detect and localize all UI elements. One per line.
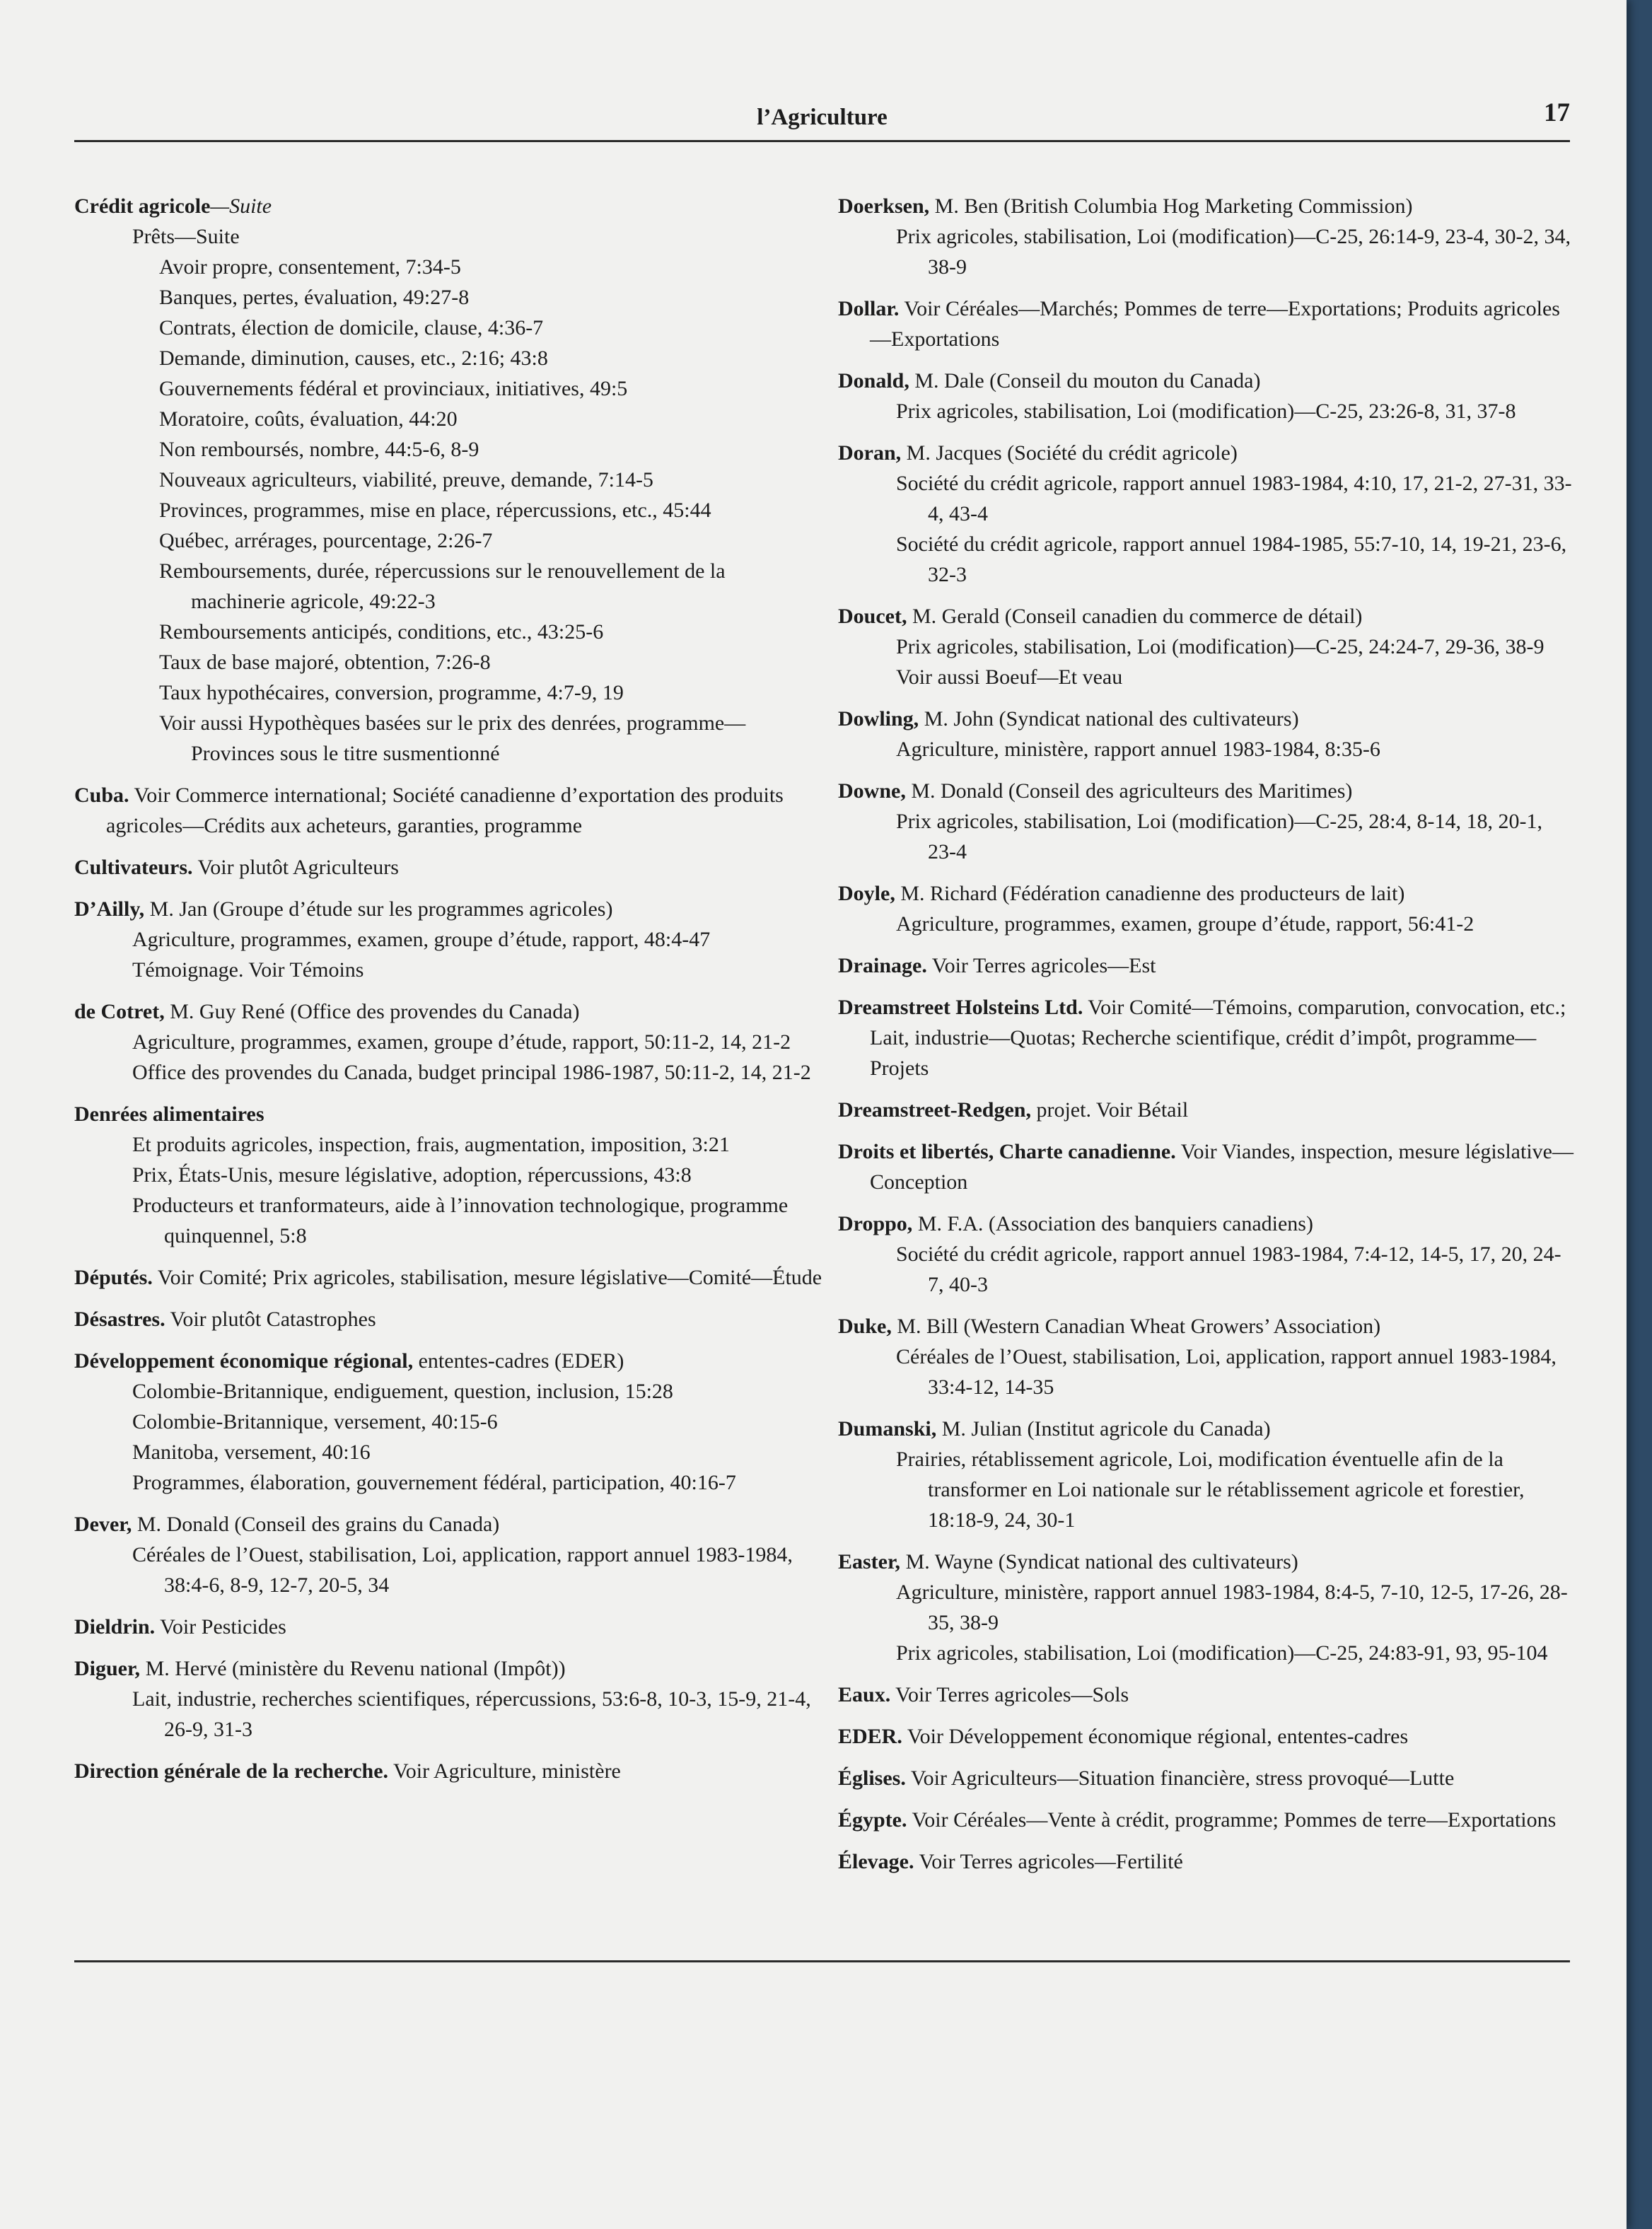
index-entry	[838, 1763, 1574, 1793]
entry-heading: Direction générale de la recherche.	[74, 1759, 389, 1783]
entry-text: M. Ben (British Columbia Hog Marketing Commission)	[929, 194, 1413, 218]
entry-heading: Doerksen,	[838, 194, 930, 218]
index-entry	[74, 1653, 824, 1745]
entry-text: Voir Comité—Témoins, comparution, convocation, etc.; Lait, industrie—Quotas; Recherche scientifique, crédit d’impôt, programme—Projets	[870, 996, 1566, 1080]
index-entry	[838, 1547, 1574, 1668]
index-entry	[838, 1680, 1574, 1710]
index-entry	[838, 601, 1574, 692]
running-title: l’Agriculture	[757, 105, 888, 130]
index-entry	[838, 1136, 1574, 1197]
index-entry	[838, 293, 1574, 354]
entry-heading: Downe,	[838, 779, 906, 803]
entry-heading: Droits et libertés, Charte canadienne.	[838, 1140, 1176, 1163]
entry-heading: Eaux.	[838, 1683, 891, 1706]
index-entry	[74, 894, 824, 985]
subentry: Manitoba, versement, 40:16	[132, 1441, 371, 1464]
index-entry	[838, 776, 1574, 867]
entry-text: M. Donald (Conseil des grains du Canada)	[132, 1513, 500, 1536]
entry-heading: Droppo,	[838, 1212, 913, 1235]
entry-text: Voir Agriculture, ministère	[388, 1759, 621, 1783]
entry-heading: Élevage.	[838, 1850, 914, 1873]
index-entry	[838, 1846, 1574, 1877]
subentry: Colombie-Britannique, versement, 40:15-6	[132, 1410, 498, 1433]
subentry: Prix agricoles, stabilisation, Loi (modification)—C-25, 24:83-91, 93, 95-104	[896, 1641, 1548, 1665]
subentry: Et produits agricoles, inspection, frais, augmentation, imposition, 3:21	[132, 1133, 730, 1156]
entry-heading: Dever,	[74, 1513, 132, 1536]
entry-heading: Crédit agricole	[74, 194, 211, 218]
entry-text: M. Bill (Western Canadian Wheat Growers’ Association)	[891, 1315, 1381, 1338]
subentry: Témoignage. Voir Témoins	[132, 958, 364, 982]
entry-text: M. Guy René (Office des provendes du Canada)	[164, 1000, 580, 1023]
index-entry	[838, 878, 1574, 939]
entry-heading: Cultivateurs.	[74, 856, 193, 879]
entry-text: Voir Céréales—Marchés; Pommes de terre—Exportations; Produits agricoles—Exportations	[870, 297, 1560, 351]
entry-text: M. Donald (Conseil des agriculteurs des Maritimes)	[905, 779, 1353, 803]
entry-heading: Diguer,	[74, 1657, 141, 1680]
index-entry	[838, 1311, 1574, 1402]
entry-text: M. John (Syndicat national des cultivateurs)	[919, 707, 1299, 731]
entry-heading: Églises.	[838, 1767, 906, 1790]
index-column-right	[838, 191, 1574, 1888]
subentry: Voir aussi Boeuf—Et veau	[896, 665, 1123, 689]
entry-text: M. Richard (Fédération canadienne des producteurs de lait)	[895, 882, 1405, 905]
subentry: Contrats, élection de domicile, clause, 4:36-7	[159, 316, 544, 339]
index-entry	[74, 1612, 824, 1642]
entry-text: ententes-cadres (EDER)	[413, 1349, 624, 1373]
entry-heading: Dreamstreet Holsteins Ltd.	[838, 996, 1083, 1019]
index-entry	[74, 996, 824, 1088]
index-entry	[838, 992, 1574, 1083]
entry-heading: Cuba.	[74, 784, 129, 807]
entry-heading: EDER.	[838, 1725, 902, 1748]
subentry: Taux de base majoré, obtention, 7:26-8	[159, 651, 491, 674]
subentry: Taux hypothécaires, conversion, programme, 4:7-9, 19	[159, 681, 624, 704]
subentry: Société du crédit agricole, rapport annuel 1983-1984, 7:4-12, 14-5, 17, 20, 24-7, 40-3	[896, 1242, 1561, 1296]
subentry: Québec, arrérages, pourcentage, 2:26-7	[159, 529, 493, 552]
entry-text: M. Jacques (Société du crédit agricole)	[901, 441, 1238, 465]
subentry: Nouveaux agriculteurs, viabilité, preuve, demande, 7:14-5	[159, 468, 653, 491]
subentry: Voir aussi Hypothèques basées sur le prix des denrées, programme—Provinces sous le titre susmentionné	[159, 711, 746, 765]
entry-text: Voir Pesticides	[155, 1615, 286, 1639]
entry-text: M. Wayne (Syndicat national des cultivateurs)	[900, 1550, 1298, 1573]
subentry: Demande, diminution, causes, etc., 2:16; 43:8	[159, 347, 548, 370]
bottom-rule	[74, 1960, 1570, 1962]
subentry: Prix agricoles, stabilisation, Loi (modification)—C-25, 24:24-7, 29-36, 38-9	[896, 635, 1545, 658]
entry-text: Voir Développement économique régional, ententes-cadres	[902, 1725, 1409, 1748]
entry-text: Voir Terres agricoles—Fertilité	[914, 1850, 1183, 1873]
entry-text: Voir Céréales—Vente à crédit, programme; Pommes de terre—Exportations	[907, 1808, 1557, 1832]
entry-text: Voir plutôt Agriculteurs	[192, 856, 399, 879]
index-entry	[838, 191, 1574, 282]
index-entry	[838, 438, 1574, 590]
subentry: Provinces, programmes, mise en place, répercussions, etc., 45:44	[159, 499, 711, 522]
entry-heading: Députés.	[74, 1266, 153, 1289]
entry-heading: Doran,	[838, 441, 902, 465]
subentry: Remboursements, durée, répercussions sur le renouvellement de la machinerie agricole, 49:22-3	[159, 559, 726, 613]
index-entry	[74, 1346, 824, 1498]
subentry: Producteurs et tranformateurs, aide à l’innovation technologique, programme quinquennel, 5:8	[132, 1194, 789, 1247]
index-entry	[838, 950, 1574, 981]
entry-text: M. Gerald (Conseil canadien du commerce de détail)	[907, 605, 1363, 628]
index-entry	[74, 1262, 824, 1293]
entry-text: M. Jan (Groupe d’étude sur les programmes agricoles)	[144, 897, 613, 921]
index-entry	[74, 780, 824, 841]
entry-text: Voir Agriculteurs—Situation financière, stress provoqué—Lutte	[905, 1767, 1455, 1790]
entry-heading: Easter,	[838, 1550, 901, 1573]
entry-text: M. Julian (Institut agricole du Canada)	[936, 1417, 1271, 1441]
index-entry	[838, 1805, 1574, 1835]
index-entry	[74, 1756, 824, 1786]
subentry: Banques, pertes, évaluation, 49:27-8	[159, 286, 470, 309]
subentry: Agriculture, programmes, examen, groupe d’étude, rapport, 48:4-47	[132, 928, 711, 951]
index-entry	[838, 366, 1574, 426]
subentry: Prêts—Suite	[132, 225, 240, 248]
index-entry	[838, 1209, 1574, 1300]
subentry: Prairies, rétablissement agricole, Loi, modification éventuelle afin de la transformer en Loi nationale sur le rétablissement agricole et forestier, 18:18-9, 24, 30-1	[896, 1448, 1525, 1532]
subentry: Office des provendes du Canada, budget principal 1986-1987, 50:11-2, 14, 21-2	[132, 1061, 811, 1084]
entry-text: Voir Commerce international; Société canadienne d’exportation des produits agricoles—Crédits aux acheteurs, garanties, programme	[106, 784, 784, 837]
subentry: Céréales de l’Ouest, stabilisation, Loi, application, rapport annuel 1983-1984, 33:4-12, 14-35	[896, 1345, 1557, 1399]
entry-heading: Dieldrin.	[74, 1615, 156, 1639]
entry-heading: Désastres.	[74, 1308, 165, 1331]
subentry: Agriculture, ministère, rapport annuel 1983-1984, 8:35-6	[896, 738, 1380, 761]
subentry: Remboursements anticipés, conditions, etc., 43:25-6	[159, 620, 604, 644]
subentry: Agriculture, ministère, rapport annuel 1983-1984, 8:4-5, 7-10, 12-5, 17-26, 28-35, 38-9	[896, 1581, 1568, 1634]
subentry: Gouvernements fédéral et provinciaux, initiatives, 49:5	[159, 377, 628, 400]
entry-heading: Donald,	[838, 369, 909, 392]
entry-text: Voir Comité; Prix agricoles, stabilisation, mesure législative—Comité—Étude	[152, 1266, 822, 1289]
entry-text: projet. Voir Bétail	[1030, 1098, 1189, 1122]
subentry: Moratoire, coûts, évaluation, 44:20	[159, 407, 458, 431]
index-entry	[74, 1099, 824, 1251]
subentry: Céréales de l’Ouest, stabilisation, Loi, application, rapport annuel 1983-1984, 38:4-6, 8-9, 12-7, 20-5, 34	[132, 1543, 793, 1597]
entry-heading: Doyle,	[838, 882, 895, 905]
entry-heading: Denrées alimentaires	[74, 1102, 264, 1126]
entry-text: Voir plutôt Catastrophes	[165, 1308, 376, 1331]
subentry: Agriculture, programmes, examen, groupe d’étude, rapport, 50:11-2, 14, 21-2	[132, 1030, 791, 1054]
entry-heading: D’Ailly,	[74, 897, 145, 921]
index-entry	[74, 191, 824, 769]
subentry: Non remboursés, nombre, 44:5-6, 8-9	[159, 438, 479, 461]
entry-text: Voir Terres agricoles—Est	[926, 954, 1156, 977]
entry-heading: de Cotret,	[74, 1000, 165, 1023]
index-column-left	[74, 191, 824, 1798]
entry-text: M. Dale (Conseil du mouton du Canada)	[909, 369, 1261, 392]
index-entry	[838, 1095, 1574, 1125]
page-header	[74, 98, 1570, 142]
subentry: Société du crédit agricole, rapport annuel 1983-1984, 4:10, 17, 21-2, 27-31, 33-4, 43-4	[896, 472, 1572, 525]
subentry: Prix agricoles, stabilisation, Loi (modification)—C-25, 28:4, 8-14, 18, 20-1, 23-4	[896, 810, 1543, 863]
subentry: Agriculture, programmes, examen, groupe d’étude, rapport, 56:41-2	[896, 912, 1474, 936]
entry-heading: Dreamstreet-Redgen,	[838, 1098, 1031, 1122]
subentry: Lait, industrie, recherches scientifiques, répercussions, 53:6-8, 10-3, 15-9, 21-4, 26-9, 31-3	[132, 1687, 811, 1741]
entry-heading-suffix: —Suite	[210, 194, 272, 218]
index-entry	[838, 1721, 1574, 1752]
index-entry	[838, 704, 1574, 764]
page-number: 17	[1544, 98, 1570, 127]
subentry: Prix, États-Unis, mesure législative, adoption, répercussions, 43:8	[132, 1163, 692, 1187]
subentry: Avoir propre, consentement, 7:34-5	[159, 255, 461, 279]
entry-heading: Dollar.	[838, 297, 900, 320]
entry-heading: Dowling,	[838, 707, 919, 731]
entry-text: Voir Terres agricoles—Sols	[890, 1683, 1129, 1706]
index-entry	[74, 852, 824, 883]
subentry: Programmes, élaboration, gouvernement fédéral, participation, 40:16-7	[132, 1471, 736, 1494]
entry-heading: Égypte.	[838, 1808, 907, 1832]
entry-text: M. F.A. (Association des banquiers canadiens)	[912, 1212, 1313, 1235]
subentry: Prix agricoles, stabilisation, Loi (modification)—C-25, 23:26-8, 31, 37-8	[896, 400, 1516, 423]
entry-text: Voir Viandes, inspection, mesure législative—Conception	[870, 1140, 1574, 1194]
index-entry	[74, 1304, 824, 1334]
entry-heading: Doucet,	[838, 605, 907, 628]
subentry: Colombie-Britannique, endiguement, question, inclusion, 15:28	[132, 1380, 673, 1403]
index-entry	[838, 1414, 1574, 1535]
entry-heading: Dumanski,	[838, 1417, 937, 1441]
entry-heading: Drainage.	[838, 954, 927, 977]
entry-heading: Duke,	[838, 1315, 892, 1338]
subentry: Société du crédit agricole, rapport annuel 1984-1985, 55:7-10, 14, 19-21, 23-6, 32-3	[896, 532, 1567, 586]
entry-text: M. Hervé (ministère du Revenu national (Impôt))	[140, 1657, 566, 1680]
index-entry	[74, 1509, 824, 1600]
subentry: Prix agricoles, stabilisation, Loi (modification)—C-25, 26:14-9, 23-4, 30-2, 34, 38-9	[896, 225, 1571, 279]
entry-heading: Développement économique régional,	[74, 1349, 414, 1373]
